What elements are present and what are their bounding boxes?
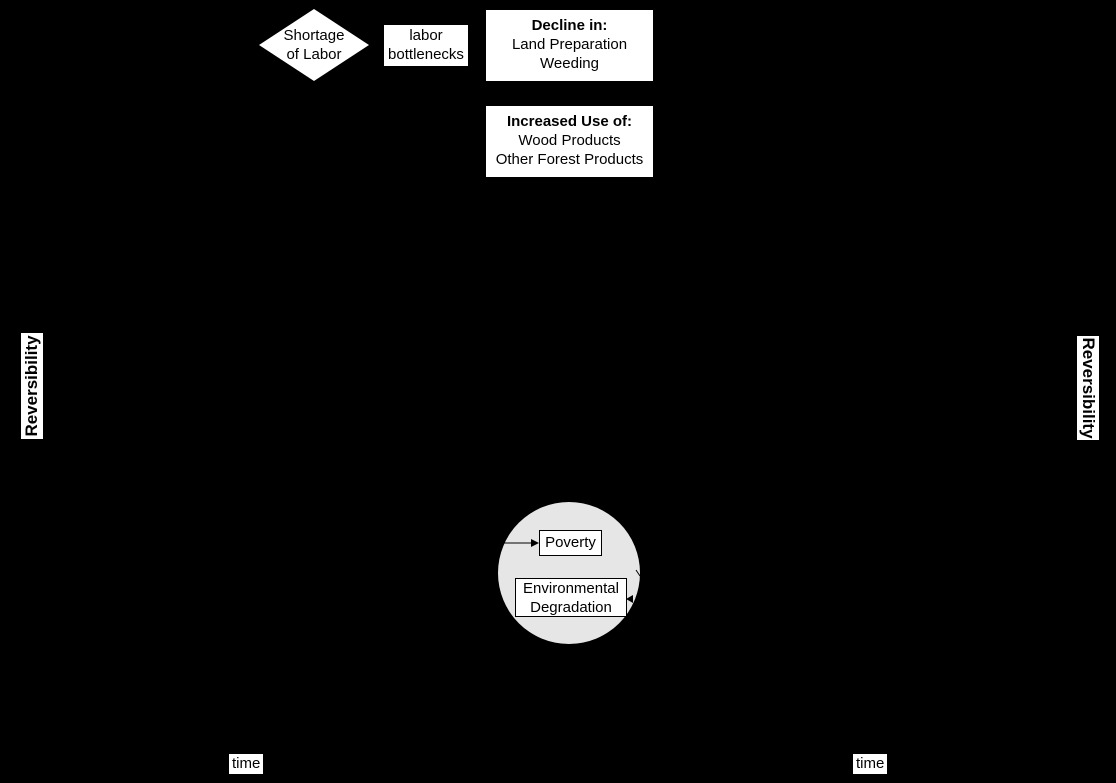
right-time-label: time [853, 754, 887, 774]
env-line-2: Degradation [530, 599, 612, 616]
increase-line-2: Other Forest Products [495, 151, 644, 168]
circle-gap-mark [636, 570, 640, 576]
decline-heading: Decline in: [531, 17, 608, 34]
increase-heading: Increased Use of: [506, 113, 633, 130]
decline-line-2: Weeding [540, 55, 599, 72]
labor-line-1: labor [409, 27, 443, 44]
environmental-degradation-box [515, 578, 627, 617]
arrow-to-poverty-head [531, 539, 539, 547]
diamond-line-2: of Labor [286, 46, 342, 63]
right-reversibility-text: Reversibility [1079, 337, 1098, 439]
increase-line-1: Wood Products [518, 132, 621, 149]
diamond-line-1: Shortage [283, 27, 345, 44]
env-line-1: Environmental [523, 580, 619, 597]
left-reversibility-text: Reversibility [22, 335, 41, 437]
poverty-box: Poverty [539, 530, 602, 556]
arrow-to-degradation-head [626, 595, 633, 603]
labor-line-2: bottlenecks [388, 46, 464, 63]
left-time-label: time [229, 754, 263, 774]
decline-line-1: Land Preparation [511, 36, 628, 53]
